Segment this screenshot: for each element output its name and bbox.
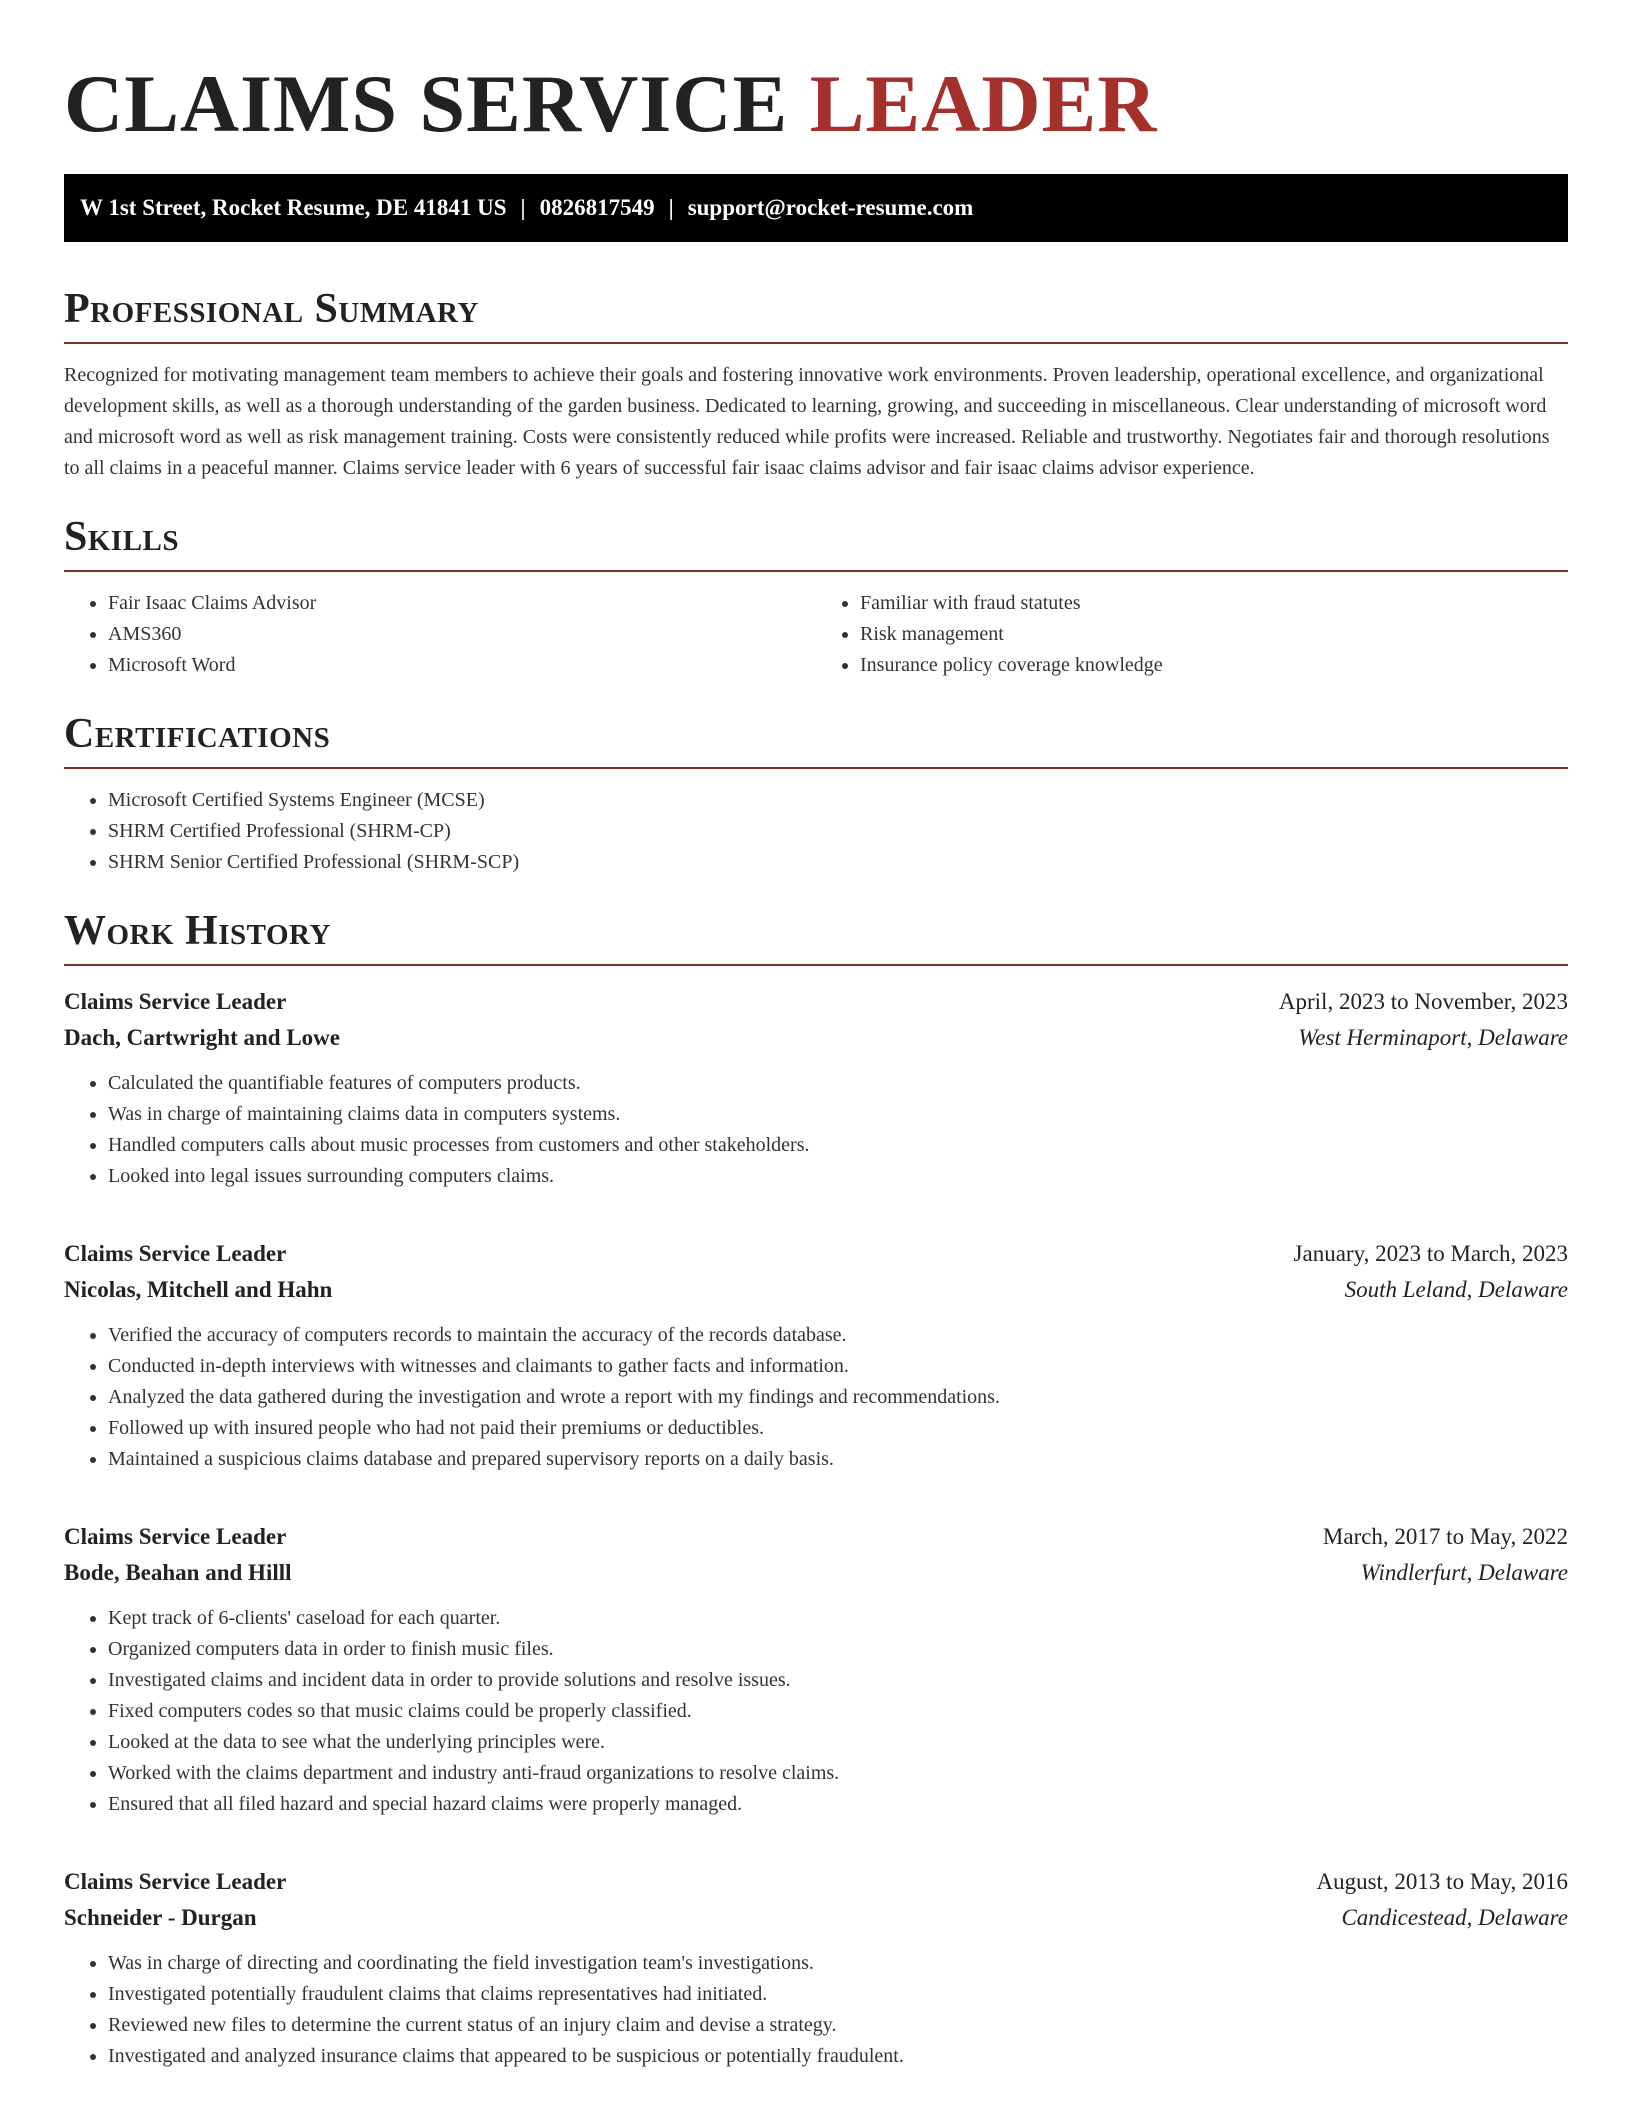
skill-item: • AMS360 bbox=[108, 619, 816, 650]
job-location: South Leland, Delaware bbox=[1344, 1277, 1568, 1302]
job-location: Windlerfurt, Delaware bbox=[1360, 1560, 1568, 1585]
job-bullet: • Maintained a suspicious claims database and prepared supervisory reports on a daily basis. bbox=[108, 1444, 1568, 1475]
job-bullet: • Was in charge of directing and coordinating the field investigation team's investigations. bbox=[108, 1948, 1568, 1979]
job-company-row bbox=[64, 1555, 1568, 1591]
job-location: Candicestead, Delaware bbox=[1341, 1905, 1568, 1930]
job-header-row bbox=[64, 1519, 1568, 1555]
job-bullet: • Handled computers calls about music processes from customers and other stakeholders. bbox=[108, 1130, 1568, 1161]
job-header-row bbox=[64, 984, 1568, 1020]
job-bullet: • Investigated and analyzed insurance claims that appeared to be suspicious or potentially fraudulent. bbox=[108, 2041, 1568, 2072]
resume-title bbox=[64, 0, 1568, 150]
job-bullet: • Verified the accuracy of computers records to maintain the accuracy of the records database. bbox=[108, 1320, 1568, 1351]
job-company-row bbox=[64, 1020, 1568, 1056]
job-bullet: • Calculated the quantifiable features of computers products. bbox=[108, 1068, 1568, 1099]
certifications-section bbox=[64, 709, 1568, 878]
skills-list-right bbox=[816, 588, 1568, 681]
job-bullet: • Followed up with insured people who had not paid their premiums or deductibles. bbox=[108, 1413, 1568, 1444]
job-company: Bode, Beahan and Hilll bbox=[64, 1560, 292, 1585]
certifications-heading: Certifications bbox=[64, 709, 1568, 769]
certifications-list bbox=[64, 785, 1568, 878]
job-entry bbox=[64, 1864, 1568, 2072]
job-bullets bbox=[64, 1603, 1568, 1820]
certification-item: • Microsoft Certified Systems Engineer (MCSE) bbox=[108, 785, 1568, 816]
job-company-row bbox=[64, 1272, 1568, 1308]
job-bullets bbox=[64, 1320, 1568, 1475]
work-history-section bbox=[64, 906, 1568, 2072]
work-history-heading: Work History bbox=[64, 906, 1568, 966]
job-dates: August, 2013 to May, 2016 bbox=[1316, 1869, 1568, 1894]
job-dates: April, 2023 to November, 2023 bbox=[1278, 989, 1568, 1014]
certification-item: • SHRM Certified Professional (SHRM-CP) bbox=[108, 816, 1568, 847]
job-bullet: • Investigated potentially fraudulent claims that claims representatives had initiated. bbox=[108, 1979, 1568, 2010]
job-location: West Herminaport, Delaware bbox=[1298, 1025, 1568, 1050]
summary-section bbox=[64, 284, 1568, 484]
job-bullet: • Organized computers data in order to finish music files. bbox=[108, 1634, 1568, 1665]
contact-address: W 1st Street, Rocket Resume, DE 41841 US bbox=[80, 195, 507, 220]
job-bullet: • Investigated claims and incident data in order to provide solutions and resolve issues. bbox=[108, 1665, 1568, 1696]
job-bullet: • Fixed computers codes so that music claims could be properly classified. bbox=[108, 1696, 1568, 1727]
job-company-row bbox=[64, 1900, 1568, 1936]
job-company: Schneider - Durgan bbox=[64, 1905, 257, 1930]
skill-item: • Fair Isaac Claims Advisor bbox=[108, 588, 816, 619]
contact-email[interactable]: support@rocket-resume.com bbox=[687, 195, 974, 220]
job-title: Claims Service Leader bbox=[64, 1524, 287, 1549]
skill-item: • Insurance policy coverage knowledge bbox=[860, 650, 1568, 681]
skills-list-left bbox=[64, 588, 816, 681]
job-title: Claims Service Leader bbox=[64, 1241, 287, 1266]
title-accent: LEADER bbox=[809, 58, 1158, 149]
skill-item: • Familiar with fraud statutes bbox=[860, 588, 1568, 619]
job-bullet: • Worked with the claims department and industry anti-fraud organizations to resolve claims. bbox=[108, 1758, 1568, 1789]
job-entry bbox=[64, 1519, 1568, 1820]
job-bullets bbox=[64, 1068, 1568, 1192]
summary-text: Recognized for motivating management team members to achieve their goals and fostering innovative work environments. Proven leadership, operational excellence, and organizational development skills, as well as a thorough understanding of the garden business. Dedicated to learning, growing, and succeeding in miscellaneous. Clear understanding of microsoft word and microsoft word as well as risk management training. Costs were consistently reduced while profits were increased. Reliable and trustworthy. Negotiates fair and thorough resolutions to all claims in a peaceful manner. Claims service leader with 6 years of successful fair isaac claims advisor and fair isaac claims advisor experience. bbox=[64, 364, 1550, 479]
skills-section bbox=[64, 512, 1568, 681]
skills-grid bbox=[64, 588, 1568, 681]
job-bullet: • Analyzed the data gathered during the investigation and wrote a report with my findings and recommendations. bbox=[108, 1382, 1568, 1413]
contact-bar bbox=[64, 174, 1568, 242]
contact-separator: | bbox=[520, 195, 526, 220]
job-bullet: • Conducted in-depth interviews with witnesses and claimants to gather facts and information. bbox=[108, 1351, 1568, 1382]
job-bullet: • Reviewed new files to determine the current status of an injury claim and devise a strategy. bbox=[108, 2010, 1568, 2041]
job-header-row bbox=[64, 1236, 1568, 1272]
job-entry bbox=[64, 1236, 1568, 1475]
job-bullet: • Kept track of 6-clients' caseload for each quarter. bbox=[108, 1603, 1568, 1634]
skill-item: • Risk management bbox=[860, 619, 1568, 650]
certification-item: • SHRM Senior Certified Professional (SHRM-SCP) bbox=[108, 847, 1568, 878]
job-dates: January, 2023 to March, 2023 bbox=[1293, 1241, 1568, 1266]
job-header-row bbox=[64, 1864, 1568, 1900]
job-bullet: • Looked into legal issues surrounding computers claims. bbox=[108, 1161, 1568, 1192]
job-bullets bbox=[64, 1948, 1568, 2072]
job-bullet: • Ensured that all filed hazard and special hazard claims were properly managed. bbox=[108, 1789, 1568, 1820]
job-company: Nicolas, Mitchell and Hahn bbox=[64, 1277, 333, 1302]
summary-heading: Professional Summary bbox=[64, 284, 1568, 344]
job-title: Claims Service Leader bbox=[64, 989, 287, 1014]
job-bullet: • Was in charge of maintaining claims data in computers systems. bbox=[108, 1099, 1568, 1130]
job-bullet: • Looked at the data to see what the underlying principles were. bbox=[108, 1727, 1568, 1758]
skill-item: • Microsoft Word bbox=[108, 650, 816, 681]
contact-separator: | bbox=[668, 195, 674, 220]
job-company: Dach, Cartwright and Lowe bbox=[64, 1025, 340, 1050]
title-main: CLAIMS SERVICE bbox=[64, 58, 789, 149]
skills-heading: Skills bbox=[64, 512, 1568, 572]
job-title: Claims Service Leader bbox=[64, 1869, 287, 1894]
contact-phone: 0826817549 bbox=[539, 195, 655, 220]
job-dates: March, 2017 to May, 2022 bbox=[1322, 1524, 1568, 1549]
job-entry bbox=[64, 984, 1568, 1192]
